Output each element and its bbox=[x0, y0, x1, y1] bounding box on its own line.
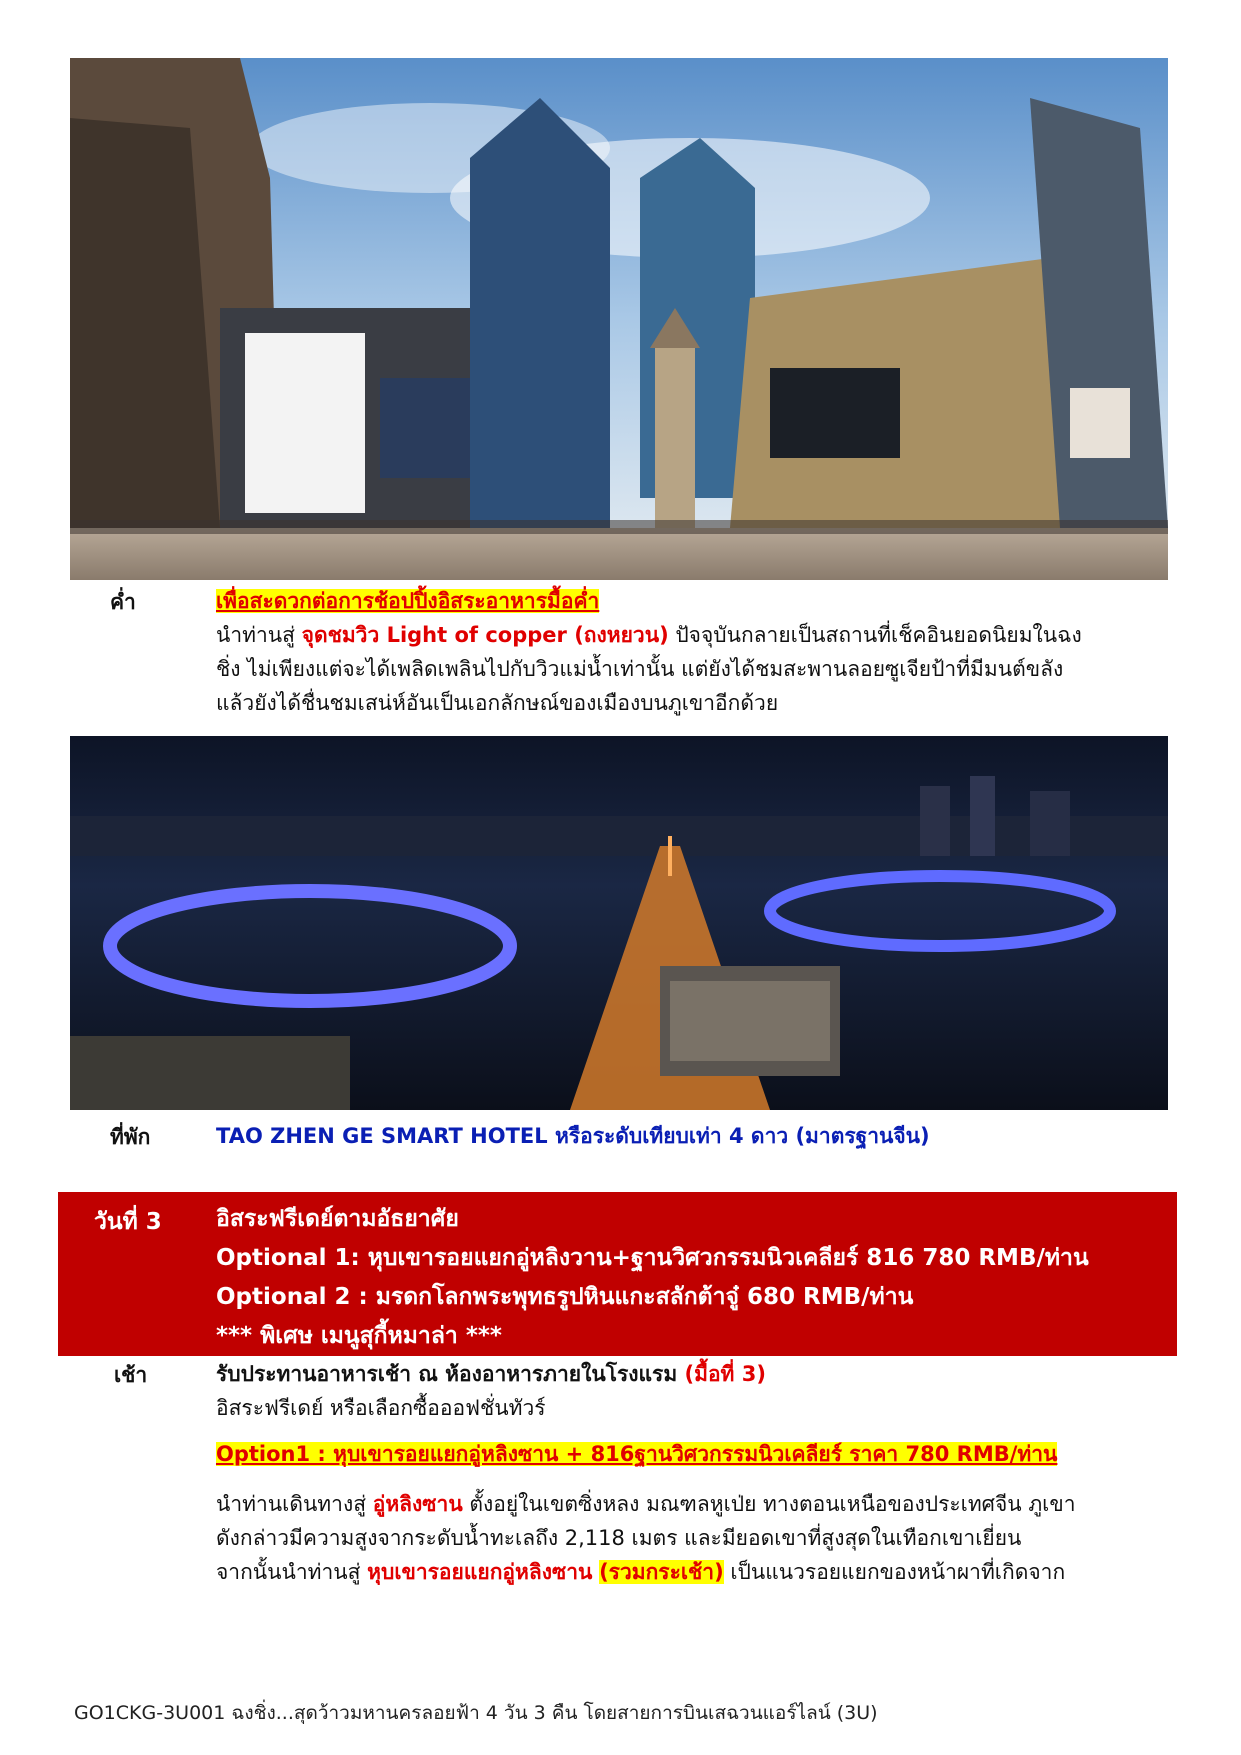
breakfast-section bbox=[216, 1357, 1166, 1589]
rift-valley-name: หุบเขารอยแยกอู่หลิงซาน bbox=[367, 1560, 593, 1584]
dinner-para-line2: ชิ่ง ไม่เพียงแต่จะได้เพลิดเพลินไปกับวิวแม่น้ำเท่านั้น แต่ยังได้ชมสะพานลอยซูเจียป้าที่มีมนต์ขลัง bbox=[216, 657, 1064, 681]
meal-number: (มื้อที่ 3) bbox=[684, 1362, 766, 1386]
para-line1: ตั้งอยู่ในเขตซิ่งหลง มณฑลหูเป่ย ทางตอนเหนือของประเทศจีน ภูเขา bbox=[462, 1492, 1076, 1516]
dinner-label: ค่ำ bbox=[110, 590, 136, 614]
breakfast-label: เช้า bbox=[114, 1363, 148, 1387]
dinner-para-line3: แล้วยังได้ชื่นชมเสน่ห์อันเป็นเอกลักษณ์ของเมืองบนภูเขาอีกด้วย bbox=[216, 691, 779, 715]
hotel-label: ที่พัก bbox=[110, 1125, 151, 1149]
free-day-text: อิสระฟรีเดย์ หรือเลือกซื้อออฟชั่นทัวร์ bbox=[216, 1396, 546, 1420]
para-prefix: นำท่านเดินทางสู่ bbox=[216, 1492, 373, 1516]
city-plaza-photo bbox=[70, 58, 1168, 580]
dinner-section bbox=[216, 584, 1166, 720]
day3-program bbox=[216, 1200, 1089, 1356]
day3-optional-1: Optional 1: หุบเขารอยแยกอู่หลิงวาน+ฐานวิศวกรรมนิวเคลียร์ 816 780 RMB/ท่าน bbox=[216, 1245, 1089, 1271]
hotel-name: TAO ZHEN GE SMART HOTEL หรือระดับเทียบเท่า 4 ดาว (มาตรฐานจีน) bbox=[216, 1124, 930, 1148]
dinner-title: เพื่อสะดวกต่อการช้อปปิ้งอิสระอาหารมื้อค่ำ bbox=[216, 589, 600, 613]
para-line3-suffix: เป็นแนวรอยแยกของหน้าผาที่เกิดจาก bbox=[723, 1560, 1066, 1584]
day3-optional-2: Optional 2 : มรดกโลกพระพุทธรูปหินแกะสลักต้าจู๋ 680 RMB/ท่าน bbox=[216, 1284, 914, 1310]
viewpoint-name: จุดชมวิว Light of copper (ถงหยวน) bbox=[301, 623, 669, 647]
dinner-para-prefix: นำท่านสู่ bbox=[216, 623, 302, 647]
day3-special-menu: *** พิเศษ เมนูสุกี้หมาล่า *** bbox=[216, 1323, 502, 1349]
night-bridge-photo bbox=[70, 736, 1168, 1110]
cable-car-tag: (รวมกระเช้า) bbox=[599, 1560, 724, 1584]
page-footer: GO1CKG-3U001 ฉงชิ่ง...สุดว้าวมหานครลอยฟ้า 4 วัน 3 คืน โดยสายการบินเสฉวนแอร์ไลน์ (3U) bbox=[74, 1702, 878, 1724]
day3-label: วันที่ 3 bbox=[94, 1209, 162, 1235]
para-line3-prefix: จากนั้นนำท่านสู่ bbox=[216, 1560, 368, 1584]
day3-header bbox=[58, 1192, 1177, 1356]
option1-paragraph bbox=[216, 1487, 1166, 1589]
day3-title: อิสระฟรีเดย์ตามอัธยาศัย bbox=[216, 1206, 459, 1232]
wulingshan-name: อู่หลิงซาน bbox=[372, 1492, 463, 1516]
breakfast-text: รับประทานอาหารเช้า ณ ห้องอาหารภายในโรงแรม bbox=[216, 1362, 685, 1386]
dinner-para-line1: ปัจจุบันกลายเป็นสถานที่เช็คอินยอดนิยมในฉง bbox=[668, 623, 1082, 647]
option1-title: Option1 : หุบเขารอยแยกอู่หลิงซาน + 816ฐานวิศวกรรมนิวเคลียร์ ราคา 780 RMB/ท่าน bbox=[216, 1442, 1058, 1466]
para-line2: ดังกล่าวมีความสูงจากระดับน้ำทะเลถึง 2,118 เมตร และมียอดเขาที่สูงสุดในเทือกเขาเยี่ยน bbox=[216, 1526, 1022, 1550]
dinner-paragraph bbox=[216, 618, 1166, 720]
